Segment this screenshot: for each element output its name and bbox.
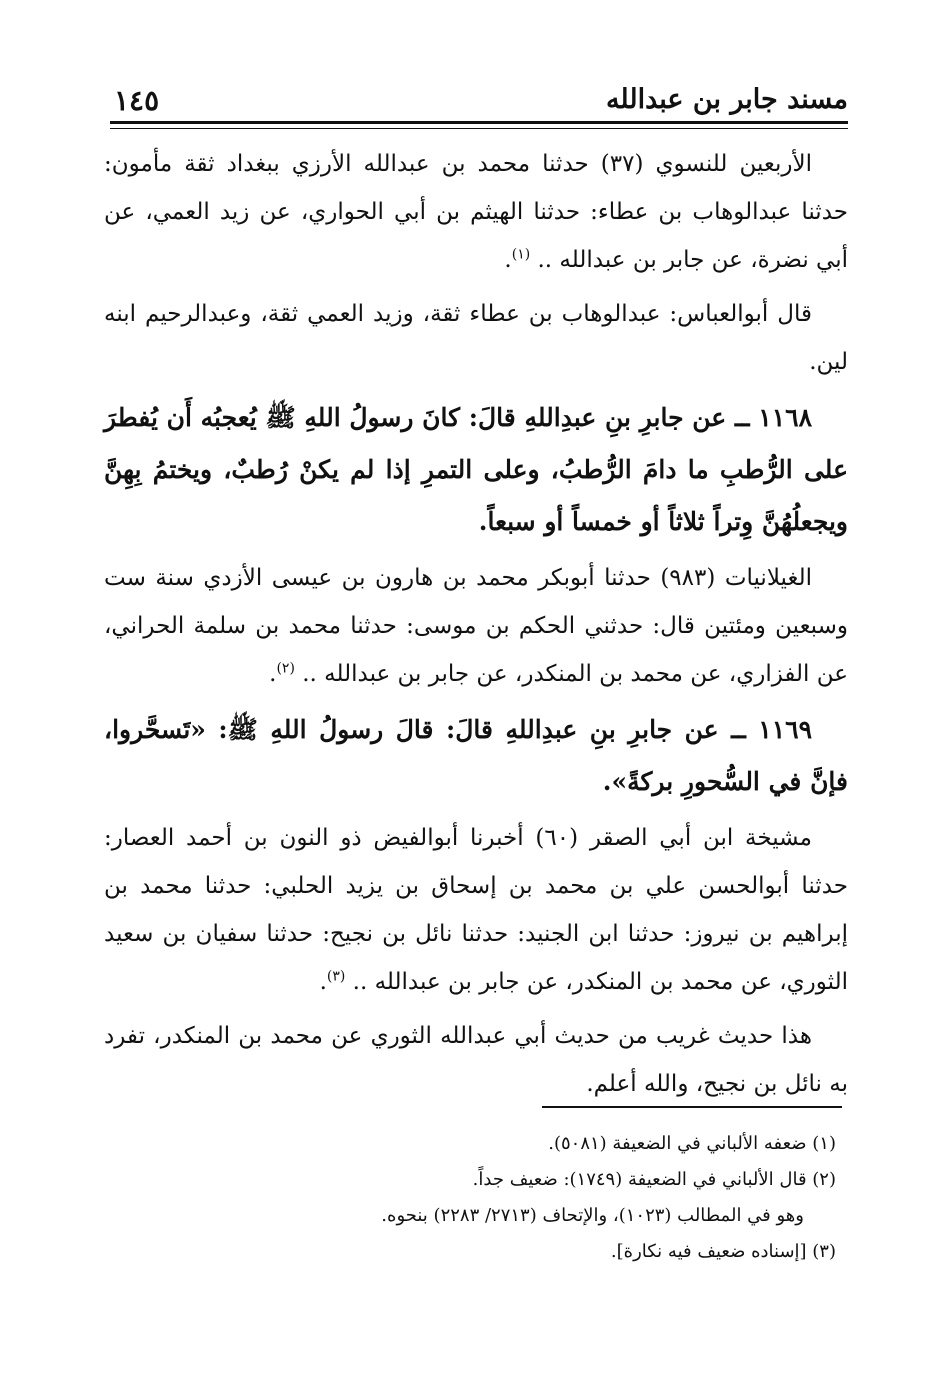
- main-text: [104, 140, 848, 1114]
- footnote-1: (١) ضعفه الألباني في الضعيفة (٥٠٨١).: [548, 1133, 836, 1154]
- hadith-1168: ١١٦٨ ــ عن جابرِ بنِ عبدِاللهِ قالَ: كانَ رسولُ اللهِ ﷺ يُعجبُه أَن يُفطرَ على الرُّطبِ ما دامَ الرُّطبُ، وعلى التمرِ إذا لم يكنْ رُطبٌ، ويختمُ بِهِنَّ ويجعلُهُنَّ وِتراً ثلاثاً أو خمساً أو سبعاً.: [104, 403, 848, 536]
- paragraph: قال أبوالعباس: عبدالوهاب بن عطاء ثقة، وزيد العمي ثقة، وعبدالرحيم ابنه لين.: [104, 301, 848, 375]
- header-rule-thick: [110, 121, 848, 124]
- hadith-1169: ١١٦٩ ــ عن جابرِ بنِ عبدِاللهِ قالَ: قالَ رسولُ اللهِ ﷺ: «تَسحَّروا، فإنَّ في السُّحورِ بركةً».: [104, 715, 848, 796]
- paragraph: الأربعين للنسوي (٣٧) حدثنا محمد بن عبدالله الأرزي ببغداد ثقة مأمون: حدثنا عبدالوهاب بن عطاء: حدثنا الهيثم بن أبي الحواري، عن زيد العمي، عن أبي نضرة، عن جابر بن عبدالله .. $^{(١)}$.: [104, 151, 848, 273]
- footnotes: [104, 1126, 848, 1270]
- footnote-separator: [542, 1106, 842, 1108]
- paragraph: مشيخة ابن أبي الصقر (٦٠) أخبرنا أبوالفيض ذو النون بن أحمد العصار: حدثنا أبوالحسن علي بن محمد بن إسحاق بن يزيد الحلبي: حدثنا محمد بن إبراهيم بن نيروز: حدثنا ابن الجنيد: حدثنا نائل بن نجيح: حدثنا سفيان بن سعيد الثوري، عن محمد بن المنكدر، عن جابر بن عبدالله .. $^{(٣)}$.: [104, 825, 848, 995]
- footnote-2-continuation: وهو في المطالب (١٠٢٣)، والإتحاف (٢٧١٣/ ٢٢٨٣) بنحوه.: [381, 1205, 804, 1226]
- page-header: [110, 82, 848, 122]
- page-number: ١٤٥: [114, 84, 160, 117]
- footnote-ref: (٣): [326, 968, 346, 985]
- header-rule-thin: [110, 128, 848, 129]
- running-title: مسند جابر بن عبدالله: [605, 84, 848, 115]
- footnote-2: (٢) قال الألباني في الضعيفة (١٧٤٩): ضعيف جداً.: [472, 1169, 836, 1190]
- footnote-3: (٣) [إسناده ضعيف فيه نكارة].: [610, 1241, 836, 1262]
- footnote-ref: (١): [511, 246, 531, 263]
- paragraph: هذا حديث غريب من حديث أبي عبدالله الثوري عن محمد بن المنكدر، تفرد به نائل بن نجيح، والله أعلم.: [104, 1023, 848, 1097]
- footnote-ref: (٢): [276, 660, 295, 677]
- paragraph: الغيلانيات (٩٨٣) حدثنا أبوبكر محمد بن هارون بن عيسى الأزدي سنة ست وسبعين ومئتين قال: حدثني الحكم بن موسى: حدثنا محمد بن سلمة الحراني، عن الفزاري، عن محمد بن المنكدر، عن جابر بن عبدالله .. $^{(٢)}$.: [104, 565, 848, 687]
